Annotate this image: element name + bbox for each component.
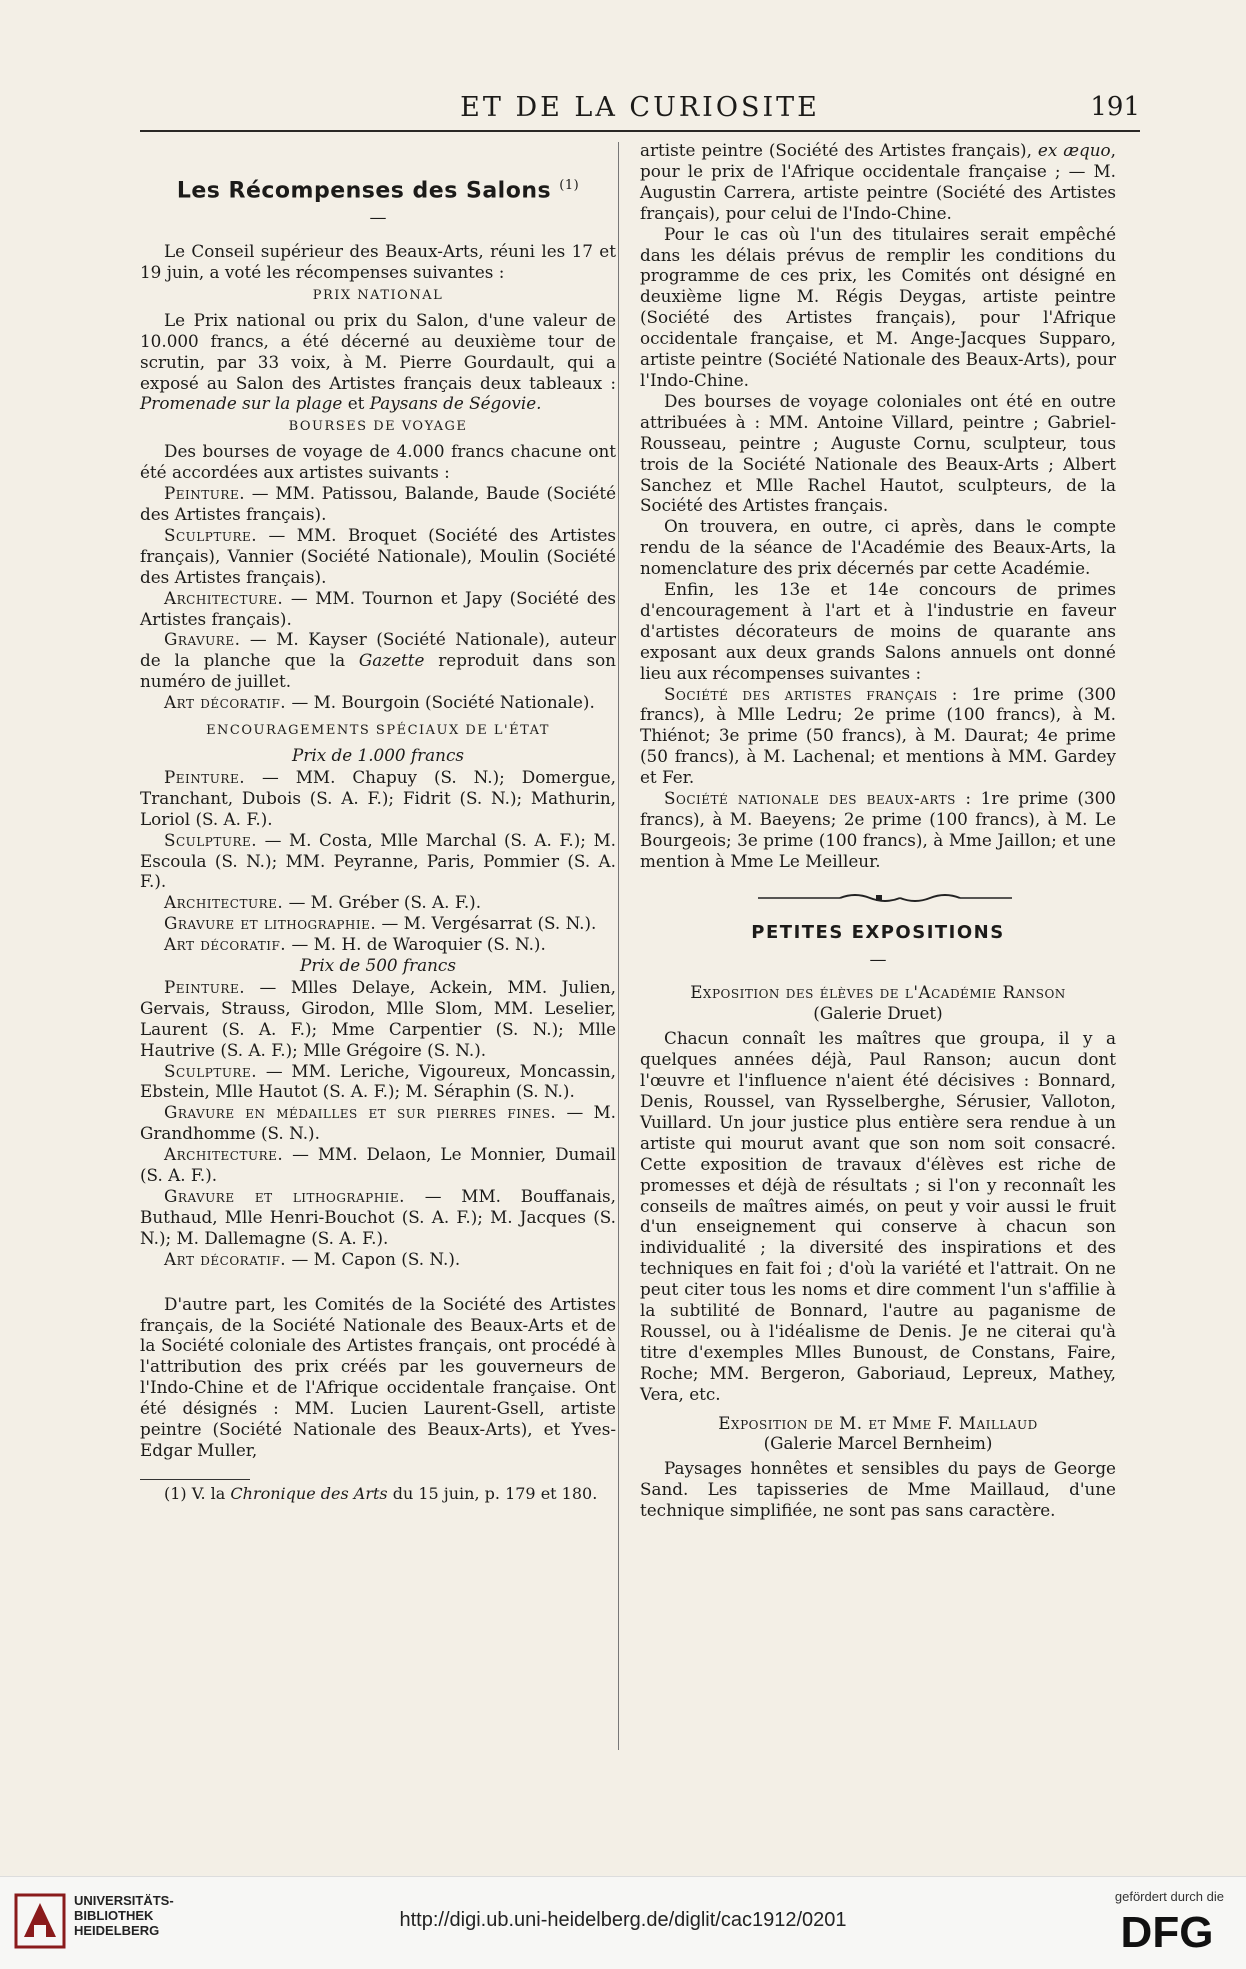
- category-label: Art décoratif.: [164, 692, 287, 713]
- category-label: Gravure en médailles et sur pierres fines.: [164, 1102, 557, 1123]
- university-line: BIBLIOTHEK: [74, 1908, 154, 1923]
- intro-paragraph: Le Conseil supérieur des Beaux-Arts, réuni les 17 et 19 juin, a voté les récompenses suivantes :: [140, 241, 616, 283]
- article-title-text: Les Récompenses des Salons: [176, 178, 552, 204]
- award-entry: [140, 913, 616, 934]
- title-footnote-ref[interactable]: (1): [559, 178, 580, 193]
- subhead-prix-500: Prix de 500 francs: [300, 955, 456, 976]
- left-column: [140, 140, 616, 1504]
- award-text: — MM. Broquet (Société des Artistes français), Vannier (Société Nationale), Moulin (Société des Artistes français).: [140, 524, 616, 587]
- exhibition-title: Exposition de M. et Mme F. Maillaud: [718, 1412, 1038, 1433]
- award-text: — M. Capon (S. N.).: [286, 1248, 461, 1269]
- footnote-rule: [140, 1479, 250, 1480]
- prix-national-paragraph: [140, 310, 616, 415]
- section-head-encouragements: ENCOURAGEMENTS SPÉCIAUX DE L'ÉTAT: [206, 723, 550, 739]
- ornament-divider-icon: [640, 890, 1116, 906]
- category-label: Peinture.: [164, 976, 246, 997]
- gallery-name: (Galerie Marcel Bernheim): [763, 1433, 993, 1454]
- award-entry: [140, 1144, 616, 1186]
- award-entry: [640, 684, 1116, 789]
- gallery-name: (Galerie Druet): [813, 1003, 943, 1024]
- funded-by-label: gefördert durch die: [1114, 1889, 1224, 1904]
- category-label: Architecture.: [164, 587, 284, 608]
- award-text: — M. Gréber (S. A. F.).: [283, 892, 482, 913]
- concours-paragraph: Enfin, les 13e et 14e concours de primes d'encouragement à l'art et à l'industrie en faveur d'artistes décorateurs de moins de quarante ans exposant aux deux grands Salons annuels ont donné lieu aux récompenses suivantes :: [640, 579, 1116, 683]
- award-text: 1re prime (300 francs), à M. Baeyens; 2e prime (100 francs), à M. Le Bourgeois; 3e prime (100 francs), à Mme Jaillon; et une mention à Mme Le Meilleur.: [640, 788, 1116, 871]
- bourses-intro: Des bourses de voyage de 4.000 francs chacune ont été accordées aux artistes suivants :: [140, 441, 616, 483]
- award-text: — M. Vergésarrat (S. N.).: [376, 913, 597, 934]
- award-entry: [140, 525, 616, 588]
- page-number: 191: [1090, 92, 1140, 122]
- award-entry: [140, 1186, 616, 1249]
- permalink[interactable]: http://digi.ub.uni-heidelberg.de/diglit/cac1912/0201: [399, 1909, 847, 1931]
- award-text: reproduit dans son numéro de juillet.: [140, 650, 616, 692]
- award-entry: [140, 892, 616, 913]
- award-entry: [140, 767, 616, 830]
- award-text: — MM. Patissou, Balande, Baude (Société des Artistes français).: [140, 483, 616, 525]
- section-head-prix-national: PRIX NATIONAL: [312, 287, 444, 303]
- award-text: — MM. Bouffanais, Buthaud, Mlle Henri-Bouchot (S. A. F.); M. Jacques (S. N.); M. Dallemagne (S. A. F.).: [140, 1186, 616, 1248]
- award-text: — M. Costa, Mlle Marchal (S. A. F.); M. Escoula (S. N.); MM. Peyranne, Paris, Pommier (S. A. F.).: [140, 829, 616, 892]
- running-title: ET DE LA CURIOSITE: [460, 92, 820, 123]
- category-label: Gravure.: [164, 629, 241, 650]
- award-entry: [640, 788, 1116, 872]
- dfg-logo-text: DFG: [1120, 1908, 1214, 1953]
- colonial-paragraph-3: Des bourses de voyage coloniales ont été en outre attribuées à : MM. Antoine Villard, peintre ; Gabriel-Rousseau, peintre ; Auguste Cornu, sculpteur, tous trois de la Société Nationale des Beaux-Arts ; Albert Sanchez et Mlle Rachel Hautot, sculpteurs, de la Société des Artistes français.: [640, 390, 1116, 516]
- category-label: Architecture.: [164, 892, 284, 913]
- running-header: [140, 92, 1140, 128]
- category-label: Sculpture.: [164, 1060, 258, 1081]
- latin-phrase: ex æquo: [1037, 140, 1111, 160]
- award-entry: [140, 977, 616, 1061]
- award-text: — MM. Chapuy (S. N.); Domergue, Tranchant, Dubois (S. A. F.); Fidrit (S. N.); Mathurin, Loriol (S. A. F.).: [140, 766, 616, 829]
- spacer: [140, 1270, 616, 1294]
- award-text: — M. Bourgoin (Société Nationale).: [286, 692, 595, 713]
- award-entry: [140, 1102, 616, 1144]
- prix-national-text: Le Prix national ou prix du Salon, d'une valeur de 10.000 francs, a été décerné au deuxième tour de scrutin, par 33 voix, à M. Pierre Gourdault, qui a exposé au Salon des Artistes français deux tableaux :: [140, 309, 616, 393]
- colonial-paragraph-2: Pour le cas où l'un des titulaires serait empêché dans les délais prévus de remplir les conditions du programme de ces prix, les Comités ont désigné en deuxième ligne M. Régis Deygas, artiste peintre (Société des Artistes français), pour l'Afrique occidentale française, et M. Ange-Jacques Supparo, artiste peintre (Société Nationale des Beaux-Arts), pour l'Indo-Chine.: [640, 223, 1116, 390]
- award-entry: [140, 629, 616, 692]
- colonial-paragraph: D'autre part, les Comités de la Société des Artistes français, de la Société Nationale des Beaux-Arts et de la Société coloniale des Artistes français, ont procédé à l'attribution des prix créés par les gouverneurs de l'Indo-Chine et de l'Afrique occidentale française. Ont été désignés : MM. Lucien Laurent-Gsell, artiste peintre (Société Nationale des Beaux-Arts), et Yves-Edgar Muller,: [140, 1293, 616, 1460]
- category-label: Sculpture.: [164, 829, 258, 850]
- university-line: UNIVERSITÄTS-: [74, 1893, 174, 1908]
- award-text: — Mlles Delaye, Ackein, MM. Julien, Gervais, Strauss, Girodon, Mlle Slom, MM. Leselier, Laurent (S. A. F.); Mme Carpentier (S. N.); Mlle Hautrive (S. A. F.); Mlle Grégoire (S. N.).: [140, 976, 616, 1060]
- viewer-footer: [0, 1876, 1246, 1969]
- category-label: Gravure et lithographie.: [164, 1186, 405, 1207]
- award-text: — MM. Delaon, Le Monnier, Dumail (S. A. F.).: [140, 1144, 616, 1186]
- conjunction: et: [342, 393, 370, 414]
- award-text: — M. Kayser (Société Nationale), auteur de la planche que la: [140, 629, 616, 671]
- title-dash: —: [369, 208, 387, 229]
- award-text: — MM. Tournon et Japy (Société des Artistes français).: [140, 587, 616, 629]
- award-entry: [140, 934, 616, 955]
- paragraph-text: artiste peintre (Société des Artistes français),: [640, 140, 1038, 160]
- category-label: Sculpture.: [164, 524, 258, 545]
- award-text: — MM. Leriche, Vigoureux, Moncassin, Ebstein, Mlle Hautot (S. A. F.); M. Séraphin (S. N.).: [140, 1060, 616, 1102]
- exhibition-review: Paysages honnêtes et sensibles du pays de George Sand. Les tapisseries de Mme Maillaud, d'une technique simplifiée, ne sont pas sans caractère.: [640, 1458, 1116, 1521]
- university-line: HEIDELBERG: [74, 1923, 160, 1938]
- category-label: Gravure et lithographie.: [164, 913, 377, 934]
- exhibition-review: Chacun connaît les maîtres que groupa, il y a quelques années déjà, Paul Ranson; aucun dont l'œuvre et l'influence n'aient été décisives : Bonnard, Denis, Roussel, van Rysselberghe, Sérusier, Valloton, Vuillard. Un jour justice plus entière sera rendue à un artiste qui mourut avant que son nom soit consacré. Cette exposition de travaux d'élèves est riche de promesses et déjà de résultats ; si l'on y reconnaît les conseils de maîtres aimés, on peut y voir aussi le fruit d'un enseignement qui conserve à chacun son individualité ; la diversité des inspirations et des techniques en fait foi ; d'où la variété et l'attrait. On ne peut citer tous les noms et dire comment l'un s'affilie à la subtilité de Bonnard, l'autre au paganisme de Roussel, ou à l'idéalisme de Denis. Je ne citerai qu'à titre d'exemples Mlles Bunoust, de Constans, Faire, Roche; MM. Bergeron, Gaboriaud, Lepreux, Mathey, Vera, etc.: [640, 1028, 1116, 1404]
- section-title-petites-expositions: PETITES EXPOSITIONS: [751, 921, 1005, 943]
- award-entry: [140, 692, 616, 713]
- publication-title: Chronique des Arts: [230, 1483, 388, 1503]
- footnote: [140, 1484, 616, 1504]
- colonial-paragraph-4: On trouvera, en outre, ci après, dans le compte rendu de la séance de l'Académie des Beaux-Arts, la nomenclature des prix décernés par cette Académie.: [640, 516, 1116, 579]
- header-rule: [140, 130, 1140, 132]
- footnote-text: (1) V. la: [164, 1483, 231, 1503]
- column-divider: [618, 142, 619, 1750]
- category-label: Peinture.: [164, 483, 246, 504]
- article-title: [140, 176, 616, 202]
- award-entry: [140, 1249, 616, 1270]
- colonial-paragraph-continued: [640, 140, 1116, 224]
- right-column: [640, 140, 1116, 1521]
- work-title: Promenade sur la plage: [140, 393, 343, 414]
- category-label: Architecture.: [164, 1144, 284, 1165]
- paragraph-text: , pour le prix de l'Afrique occidentale française ; — M. Augustin Carrera, artiste peintre (Société des Artistes français), pour celui de l'Indo-Chine.: [640, 140, 1116, 223]
- section-head-bourses: BOURSES DE VOYAGE: [288, 419, 468, 435]
- dfg-logo-icon[interactable]: [1108, 1907, 1226, 1953]
- award-text: — M. H. de Waroquier (S. N.).: [286, 934, 546, 955]
- award-text: 1re prime (300 francs), à Mlle Ledru; 2e prime (100 francs), à M. Thiénot; 3e prime (50 francs), à M. Daurat; 4e prime (50 francs), à M. Lachenal; et mentions à MM. Gardey et Fer.: [640, 683, 1116, 788]
- award-text: — M. Grandhomme (S. N.).: [140, 1102, 616, 1144]
- title-dash: —: [869, 949, 887, 970]
- category-label: Peinture.: [164, 766, 246, 787]
- category-label: Art décoratif.: [164, 1248, 287, 1269]
- society-label: Société nationale des beaux-arts :: [664, 788, 972, 809]
- award-entry: [140, 483, 616, 525]
- society-label: Société des artistes français :: [664, 683, 958, 704]
- subhead-prix-1000: Prix de 1.000 francs: [292, 744, 464, 765]
- publication-title: Gazette: [358, 650, 425, 671]
- award-entry: [140, 1061, 616, 1103]
- award-entry: [140, 588, 616, 630]
- award-entry: [140, 830, 616, 893]
- footnote-text: du 15 juin, p. 179 et 180.: [387, 1483, 598, 1503]
- work-title: Paysans de Ségovie.: [369, 393, 542, 414]
- exhibition-title: Exposition des élèves de l'Académie Ranson: [690, 982, 1066, 1003]
- category-label: Art décoratif.: [164, 934, 287, 955]
